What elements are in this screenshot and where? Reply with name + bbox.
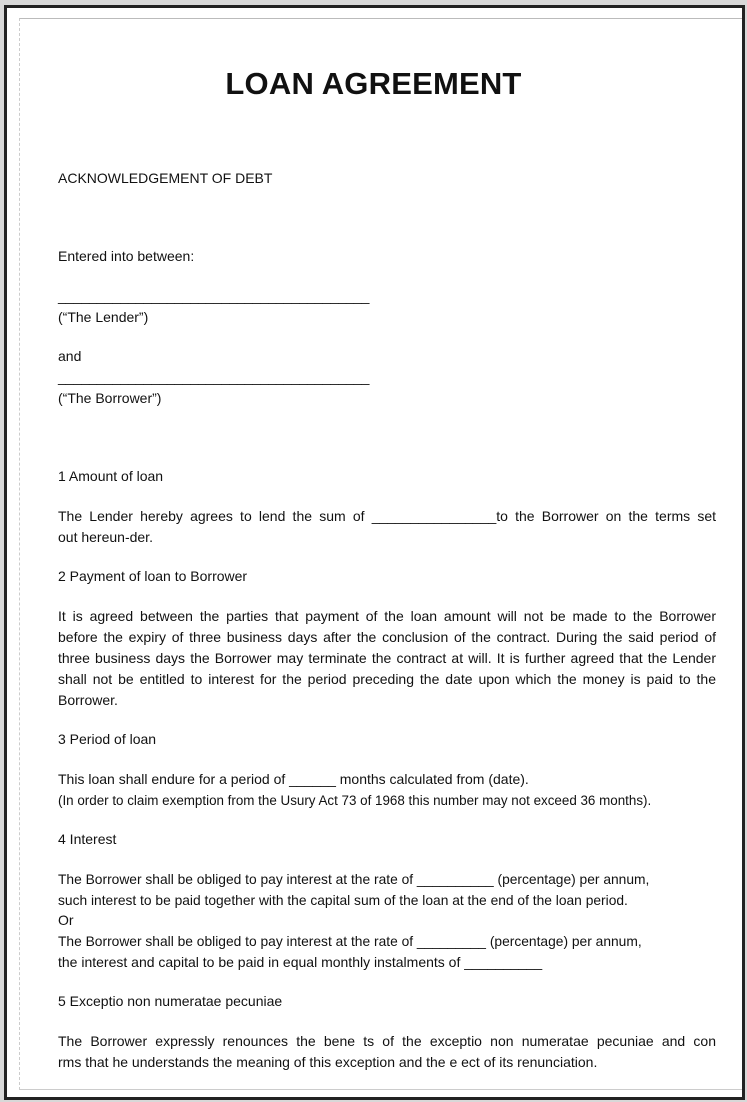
- section-heading: 2 Payment of loan to Borrower: [58, 568, 248, 584]
- section-line: out hereun-der.: [58, 529, 153, 545]
- borrower-blank-line: ________________________________________: [58, 369, 370, 385]
- section-line: Or: [58, 912, 74, 928]
- section-line: the interest and capital to be paid in equal monthly instalments of __________: [58, 954, 543, 970]
- section-line: before the expiry of three business days after the conclusion of the contract. During the said period of: [58, 629, 716, 645]
- and-text: and: [58, 348, 82, 364]
- section-heading: 5 Exceptio non numeratae pecuniae: [58, 993, 283, 1009]
- section-line: shall not be entitled to interest for the period preceding the date upon which the money is paid to the: [58, 671, 716, 687]
- borrower-label: (“The Borrower”): [58, 390, 162, 406]
- section-line: Borrower.: [58, 692, 118, 708]
- lender-blank-line: ________________________________________: [58, 288, 370, 304]
- section-line: rms that he understands the meaning of this exception and the e ect of its renunciation.: [58, 1054, 598, 1070]
- section-heading: 4 Interest: [58, 831, 117, 847]
- section-heading: 1 Amount of loan: [58, 468, 164, 484]
- section-line: The Borrower shall be obliged to pay interest at the rate of _________ (percentage) per annum,: [58, 934, 642, 949]
- section-line: such interest to be paid together with the capital sum of the loan at the end of the loan period.: [58, 893, 628, 908]
- section-line: The Lender hereby agrees to lend the sum of ________________to the Borrower on the terms set: [58, 508, 716, 524]
- section-line: The Borrower shall be obliged to pay interest at the rate of __________ (percentage) per annum,: [58, 872, 650, 887]
- section-line: (In order to claim exemption from the Usury Act 73 of 1968 this number may not exceed 36 months).: [58, 793, 652, 808]
- section-line: This loan shall endure for a period of ______ months calculated from (date).: [58, 771, 529, 787]
- intro-text: Entered into between:: [58, 248, 195, 264]
- section-line: three business days the Borrower may terminate the contract at will. It is further agreed that the Lender: [58, 650, 716, 666]
- lender-label: (“The Lender”): [58, 309, 149, 325]
- document-title: LOAN AGREEMENT: [225, 66, 522, 101]
- section-line: It is agreed between the parties that payment of the loan amount will not be made to the Borrower: [58, 608, 716, 624]
- document-subtitle: ACKNOWLEDGEMENT OF DEBT: [58, 170, 273, 186]
- section-heading: 3 Period of loan: [58, 731, 157, 747]
- section-line: The Borrower expressly renounces the bene ts of the exceptio non numeratae pecuniae and con: [58, 1033, 716, 1049]
